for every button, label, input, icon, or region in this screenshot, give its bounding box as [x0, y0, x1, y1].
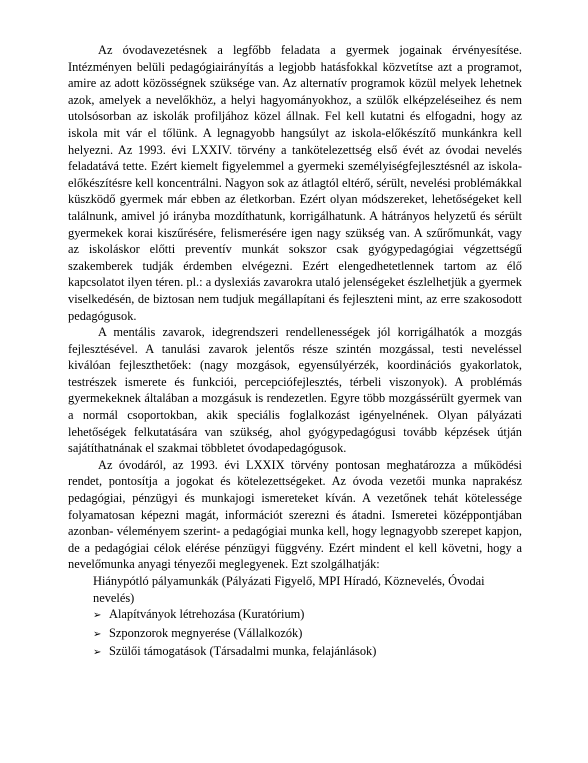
list-item-text: Alapítványok létrehozása (Kuratórium) — [109, 607, 305, 622]
funding-sources-line: Hiánypótló pályamunkák (Pályázati Figyelő, MPI Híradó, Köznevelés, Óvodai nevelés) — [93, 574, 485, 605]
arrowhead-bullet-icon: ➢ — [93, 647, 102, 659]
document-page — [68, 42, 522, 662]
arrowhead-bullet-icon: ➢ — [93, 628, 102, 640]
list-item — [93, 643, 522, 662]
paragraph-2: A mentális zavarok, idegrendszeri rendellenességek jól korrigálhatók a mozgás fejlesztésével. A tanulási zavarok jelentős része szintén mozgással, testi neveléssel kiválóan fejleszthetőek: (nagy mozgások, egyensúlyérzék, koordinációs gyakorlatok, testrészek ismerete és funkciói, percepciófejlesztés, térbeli viszonyok). A problémás gyermekeknek általában a mozgásuk is rendezetlen. Egyre több mozgássérült gyermek van a normál csoportokban, akik speciális foglalkozást igényelnének. Olyan pályázati lehetőségek felkutatására van szükség, ahol gyógypedagógusi tovább képzések útján sajátíthatnának el szakmai többletet óvodapedagógusok. — [68, 325, 522, 456]
bullet-list — [68, 606, 522, 662]
list-item-text: Szponzorok megnyerése (Vállalkozók) — [109, 625, 303, 640]
list-item — [93, 606, 522, 625]
list-item-text: Szülői támogatások (Társadalmi munka, felajánlások) — [109, 644, 377, 659]
paragraph-1: Az óvodavezetésnek a legfőbb feladata a gyermek jogainak érvényesítése. Intézményen belüli pedagógiairányítás a legjobb hatásfokkal közvetítse azt a programot, amire az adott közösségnek szüksége van. Az alternatív programok közül melyek lehetnek azok, amelyek a nevelőkhöz, a helyi hagyományokhoz, a szülők elképzeléseihez és nem utolsósorban az iskolák profiljához közel állnak. Fel kell kutatni és elfogadni, hogy az iskola mit vár el tőlünk. A legnagyobb hangsúlyt az iskola-előkészítő munkánkra kell helyezni. Az 1993. évi LXXIV. törvény a tankötelezettség első évét az óvodai nevelés feladatává tette. Ezért kiemelt figyelemmel a gyermeki személyiségfejlesztésnél az iskola-előkészítésre kell koncentrálni. Nagyon sok az átlagtól eltérő, sérült, nevelési problémákkal küszködő gyermek már ebben az életkorban. Ezért olyan módszereket, lehetőségeket kell találnunk, amivel jó irányba mozdíthatunk, korrigálhatunk. A hátrányos helyzetű és sérült gyermekek korai kiszűrésére, felismerésére igen nagy szükség van. A szűrőmunkát, vagy az iskoláskor előtti preventív munkát sokszor csak gyógypedagógiai végzettségű szakemberek tudják érdemben elvégezni. Ezért elengedhetetlennek tartom az élő kapcsolatot ilyen téren. pl.: a dyslexiás zavarokra utaló jelenségeket észlelhetjük a gyermek viselkedésén, de biztosan nem tudjuk megállapítani és fejleszteni mint, az erre szakosodott pedagógusok. — [68, 43, 522, 323]
list-item — [93, 625, 522, 644]
paragraph-3: Az óvodáról, az 1993. évi LXXIX törvény pontosan meghatározza a működési rendet, pontosítja a jogokat és kötelezettségeket. Az óvoda vezetői munka naprakész pedagógiai, pénzügyi és munkajogi ismereteket kíván. A vezetőnek tehát kötelessége folyamatosan képezni magát, információt szerezni és átadni. Ismeretei középpontjában azonban- véleményem szerint- a pedagógiai munka kell, hogy legnagyobb szerepet kapjon, de a pedagógiai célok elérése pénzügyi függvény. Ezért mindent el kell követni, hogy a nevelőmunka anyagi tényezői meglegyenek. Ezt szolgálhatják: — [68, 457, 522, 572]
arrowhead-bullet-icon: ➢ — [93, 610, 102, 622]
